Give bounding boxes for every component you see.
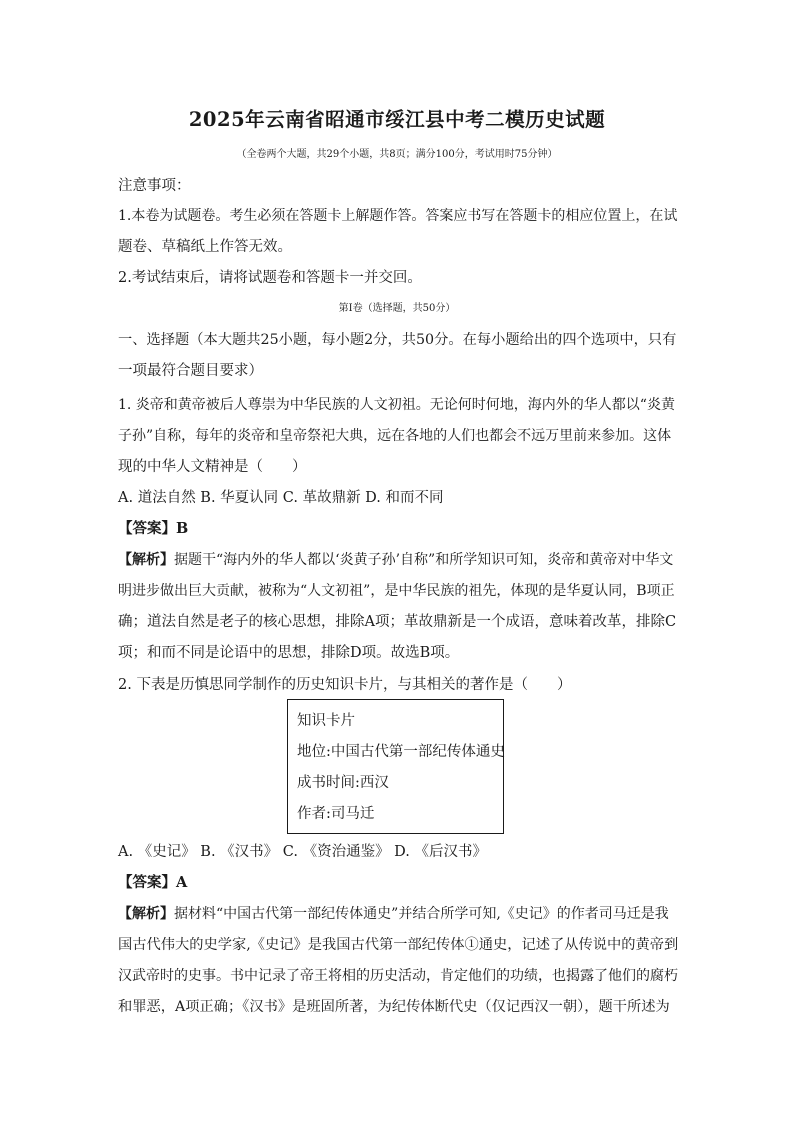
- question-1-analysis: [118, 550, 678, 570]
- notice-item-1-cont: 题卷、草稿纸上作答无效。: [118, 239, 292, 255]
- section-heading: 一、选择题（本大题共25小题，每小题2分，共50分。在每小题给出的四个选项中，只有: [118, 332, 677, 348]
- page-title: 2025年云南省昭通市绥江县中考二模历史试题: [188, 108, 606, 131]
- question-2-options: A. 《史记》 B. 《汉书》 C. 《资治通鉴》 D. 《后汉书》: [118, 844, 488, 860]
- analysis-label: 【解析】: [118, 906, 174, 922]
- answer-value: B: [176, 520, 189, 537]
- card-title: 知识卡片: [297, 713, 355, 729]
- knowledge-card: [287, 699, 504, 834]
- question-2-analysis-cont: 和罪恶，A项正确；《汉书》是班固所著，为纪传体断代史（仅记西汉一朝），题干所述为: [118, 999, 670, 1015]
- answer-value: A: [176, 874, 188, 891]
- question-1-stem-end: 现的中华人文精神是（ ）: [118, 459, 307, 475]
- question-1-stem: 1. 炎帝和黄帝被后人尊崇为中华民族的人文初祖。无论何时何地，海内外的华人都以“炎黄: [118, 397, 675, 413]
- volume-heading: 第Ⅰ卷（选择题，共50分）: [338, 303, 456, 314]
- exam-info: （全卷两个大题，共29个小题，共8页；满分100分，考试用时75分钟）: [236, 149, 558, 160]
- analysis-text: 据材料“中国古代第一部纪传体通史”并结合所学可知,《史记》的作者司马迁是我: [174, 906, 669, 922]
- question-1-answer: [118, 519, 678, 539]
- notice-item-1: 1.本卷为试题卷。考生必须在答题卡上解题作答。答案应书写在答题卡的相应位置上，在试: [118, 208, 678, 224]
- card-author: 作者:司马迁: [297, 806, 375, 822]
- question-1-analysis-end: 项；和而不同是论语中的思想，排除D项。故选B项。: [118, 645, 460, 661]
- question-2-stem: 2. 下表是历慎思同学制作的历史知识卡片，与其相关的著作是（ ）: [118, 677, 572, 693]
- question-2-answer: [118, 873, 678, 893]
- notice-heading: 注意事项：: [118, 178, 191, 194]
- question-2-analysis-cont: 汉武帝时的史事。书中记录了帝王将相的历史活动，肯定他们的功绩，也揭露了他们的腐朽: [118, 968, 678, 984]
- question-1-options: A. 道法自然 B. 华夏认同 C. 革故鼎新 D. 和而不同: [118, 490, 444, 506]
- question-1-analysis-cont: 明进步做出巨大贡献，被称为“人文初祖”，是中华民族的祖先，体现的是华夏认同，B项正: [118, 583, 675, 599]
- card-status: 地位:中国古代第一部纪传体通史: [297, 744, 505, 760]
- analysis-label: 【解析】: [118, 552, 174, 568]
- question-2-analysis-cont: 国古代伟大的史学家,《史记》是我国古代第一部纪传体①通史，记述了从传说中的黄帝到: [118, 937, 679, 953]
- answer-label: 【答案】: [118, 874, 176, 891]
- section-heading-cont: 一项最符合题目要求）: [118, 363, 263, 379]
- question-1-stem-cont: 子孙”自称，每年的炎帝和皇帝祭祀大典，远在各地的人们也都会不远万里前来参加。这体: [118, 428, 672, 444]
- notice-item-2: 2.考试结束后，请将试题卷和答题卡一并交回。: [118, 270, 422, 286]
- question-2-analysis: [118, 904, 678, 924]
- analysis-text: 据题干“海内外的华人都以‘炎黄子孙’自称”和所学知识可知，炎帝和黄帝对中华文: [174, 552, 674, 568]
- card-time: 成书时间:西汉: [297, 775, 389, 791]
- answer-label: 【答案】: [118, 520, 176, 537]
- question-1-analysis-cont: 确；道法自然是老子的核心思想，排除A项；革故鼎新是一个成语，意味着改革，排除C: [118, 614, 677, 630]
